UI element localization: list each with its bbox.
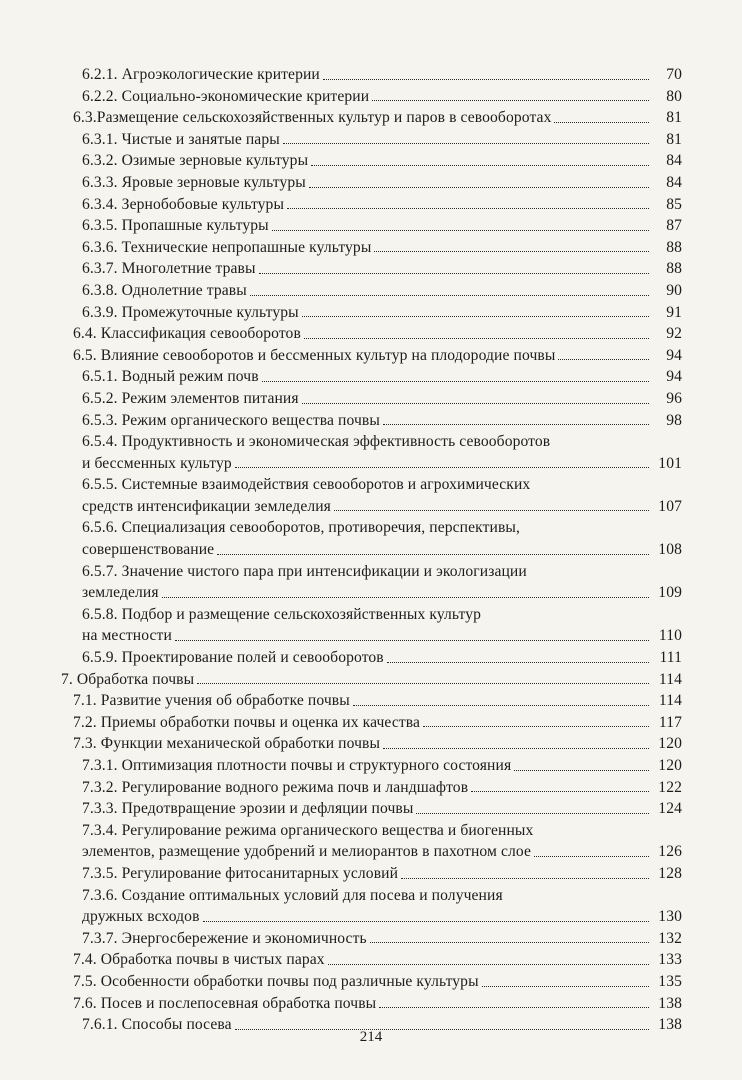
- toc-entry-title: 7.2. Приемы обработки почвы и оценка их качества: [73, 713, 421, 731]
- toc-entry-title-line1: 6.5.5. Системные взаимодействия севооборотов и агрохимических: [82, 476, 531, 494]
- toc-entry-page: 92: [666, 325, 682, 343]
- toc-entry-page: 98: [666, 411, 682, 429]
- toc-entry-title: 7.5. Особенности обработки почвы под различные культуры: [73, 972, 479, 990]
- toc-entry-page: 101: [658, 454, 682, 472]
- toc-entry-title-line1: 7.3.4. Регулирование режима органического вещества и биогенных: [82, 821, 534, 839]
- toc-entry-page: 138: [658, 1016, 682, 1034]
- dot-leader: [379, 1007, 649, 1008]
- toc-entry-title: 6.3.2. Озимые зерновые культуры: [82, 152, 309, 170]
- dot-leader: [287, 208, 649, 209]
- dot-leader: [370, 942, 649, 943]
- toc-entry-page: 117: [658, 713, 682, 731]
- toc-entry: [0, 410, 742, 432]
- table-of-contents: [0, 64, 742, 1036]
- toc-entry-page: 87: [666, 217, 682, 235]
- dot-leader: [311, 165, 649, 166]
- toc-entry: [0, 150, 742, 172]
- toc-entry-title: 6.3.6. Технические непропашные культуры: [82, 238, 372, 256]
- dot-leader: [383, 424, 649, 425]
- dot-leader: [401, 878, 649, 879]
- toc-entry: [0, 388, 742, 410]
- toc-entry: [0, 517, 742, 560]
- toc-entry-title: и бессменных культур: [82, 454, 232, 472]
- toc-entry: [0, 561, 742, 604]
- toc-entry: [0, 302, 742, 324]
- toc-entry: [0, 820, 742, 863]
- toc-entry-title: 6.3.8. Однолетние травы: [82, 281, 247, 299]
- toc-entry-page: 81: [666, 109, 682, 127]
- toc-entry-page: 120: [658, 757, 682, 774]
- toc-entry: [0, 258, 742, 280]
- toc-entry-page: 81: [666, 130, 682, 148]
- dot-leader: [514, 770, 649, 771]
- toc-entry: [0, 323, 742, 345]
- dot-leader: [328, 964, 649, 965]
- dot-leader: [423, 726, 649, 727]
- dot-leader: [534, 856, 649, 857]
- toc-entry-page: 138: [658, 994, 682, 1012]
- toc-entry-title: 6.3.4. Зернобобовые культуры: [82, 195, 285, 213]
- toc-entry: [0, 993, 742, 1015]
- toc-entry-page: 120: [658, 735, 682, 753]
- dot-leader: [162, 597, 649, 598]
- toc-entry: [0, 949, 742, 971]
- toc-entry-title: 6.3.3. Яровые зерновые культуры: [82, 173, 306, 191]
- dot-leader: [175, 640, 649, 641]
- toc-entry-page: 94: [666, 346, 682, 364]
- toc-entry-title: 7.3.3. Предотвращение эрозии и дефляции почвы: [82, 800, 414, 818]
- dot-leader: [302, 403, 649, 404]
- toc-entry-title: 6.5. Влияние севооборотов и бессменных культур на плодородие почвы: [73, 346, 556, 364]
- toc-entry-title-line1: 6.5.8. Подбор и размещение сельскохозяйственных культур: [82, 605, 482, 623]
- toc-entry-page: 91: [666, 303, 682, 321]
- toc-entry-title: 7. Обработка почвы: [61, 670, 195, 688]
- toc-entry-title: 7.6. Посев и послепосевная обработка почвы: [73, 994, 377, 1012]
- toc-entry-title: 6.3.1. Чистые и занятые пары: [82, 130, 280, 148]
- dot-leader: [203, 921, 649, 922]
- toc-entry-page: 94: [666, 368, 682, 386]
- toc-entry-title: дружных всходов: [82, 908, 200, 926]
- toc-entry-title: 7.3.2. Регулирование водного режима почв и ландшафтов: [82, 778, 469, 796]
- toc-entry: [0, 971, 742, 993]
- dot-leader: [558, 359, 649, 360]
- dot-leader: [353, 705, 649, 706]
- toc-entry: [0, 604, 742, 647]
- toc-entry-title: 6.4. Классификация севооборотов: [73, 325, 301, 343]
- toc-entry: [0, 712, 742, 734]
- dot-leader: [334, 510, 649, 511]
- dot-leader: [197, 683, 649, 684]
- toc-entry-title: 7.1. Развитие учения об обработке почвы: [73, 692, 350, 710]
- toc-entry-page: 84: [666, 173, 682, 191]
- toc-entry-title: 7.3. Функции механической обработки почвы: [73, 735, 381, 753]
- toc-entry: [0, 798, 742, 820]
- toc-entry: [0, 928, 742, 950]
- dot-leader: [304, 338, 649, 339]
- toc-entry-title-line1: 6.5.7. Значение чистого пара при интенсификации и экологизации: [82, 562, 527, 580]
- toc-entry-page: 96: [666, 389, 682, 407]
- toc-entry: [0, 345, 742, 367]
- toc-entry-title: 7.3.7. Энергосбережение и экономичность: [82, 929, 367, 947]
- toc-entry-page: 108: [658, 541, 682, 559]
- toc-entry-page: 80: [666, 87, 682, 105]
- toc-entry: [0, 647, 742, 669]
- dot-leader: [372, 100, 649, 101]
- dot-leader: [259, 273, 649, 274]
- dot-leader: [272, 230, 649, 231]
- toc-entry: [0, 474, 742, 517]
- dot-leader: [235, 467, 649, 468]
- dot-leader: [309, 187, 649, 188]
- toc-entry-page: 70: [666, 66, 682, 83]
- toc-entry-title: совершенствование: [82, 541, 215, 559]
- dot-leader: [383, 748, 649, 749]
- toc-entry: [0, 129, 742, 151]
- dot-leader: [262, 381, 649, 382]
- toc-entry-page: 135: [658, 972, 682, 990]
- dot-leader: [323, 79, 649, 80]
- toc-entry-title: 7.6.1. Способы посева: [82, 1016, 232, 1034]
- dot-leader: [302, 316, 649, 317]
- toc-entry-page: 132: [658, 929, 682, 947]
- toc-entry: [0, 237, 742, 259]
- toc-entry-title: 6.2.2. Социально-экономические критерии: [82, 87, 370, 105]
- toc-entry: [0, 755, 742, 777]
- toc-entry: [0, 777, 742, 799]
- toc-entry-title: 6.5.9. Проектирование полей и севооборотов: [82, 649, 384, 667]
- toc-entry-page: 84: [666, 152, 682, 170]
- dot-leader: [471, 791, 649, 792]
- toc-entry-page: 109: [658, 584, 682, 602]
- toc-entry: [0, 690, 742, 712]
- dot-leader: [416, 813, 649, 814]
- toc-entry-page: 107: [658, 497, 682, 515]
- dot-leader: [217, 554, 649, 555]
- dot-leader: [554, 122, 649, 123]
- toc-entry-page: 122: [658, 778, 682, 796]
- toc-entry-page: 111: [659, 649, 682, 667]
- toc-entry-title: 6.3.Размещение сельскохозяйственных культур и паров в севооборотах: [73, 109, 552, 127]
- toc-entry-title: на местности: [82, 627, 172, 645]
- toc-entry-title: земледелия: [82, 584, 159, 602]
- toc-entry-page: 126: [658, 843, 682, 861]
- toc-entry-title: средств интенсификации земледелия: [82, 497, 331, 515]
- toc-entry-page: 114: [658, 692, 682, 710]
- toc-entry: [0, 215, 742, 237]
- dot-leader: [283, 143, 649, 144]
- toc-entry-title: элементов, размещение удобрений и мелиорантов в пахотном слое: [82, 843, 531, 861]
- toc-entry: [0, 107, 742, 129]
- toc-entry-page: 130: [658, 908, 682, 926]
- toc-entry-page: 114: [658, 670, 682, 688]
- toc-entry: [0, 733, 742, 755]
- toc-entry-page: 88: [666, 238, 682, 256]
- toc-entry-title: 7.4. Обработка почвы в чистых парах: [73, 951, 325, 969]
- toc-entry: [0, 172, 742, 194]
- toc-entry-title: 6.2.1. Агроэкологические критерии: [82, 66, 320, 83]
- toc-entry-page: 133: [658, 951, 682, 969]
- toc-entry: [0, 366, 742, 388]
- toc-entry-title: 6.5.3. Режим органического вещества почвы: [82, 411, 380, 429]
- toc-entry-page: 110: [658, 627, 682, 645]
- dot-leader: [250, 295, 649, 296]
- toc-entry-title: 6.3.7. Многолетние травы: [82, 260, 256, 278]
- toc-entry-page: 124: [658, 800, 682, 818]
- page-number: 214: [359, 1029, 383, 1045]
- toc-entry-title: 7.3.5. Регулирование фитосанитарных условий: [82, 864, 399, 882]
- toc-entry-title: 7.3.1. Оптимизация плотности почвы и структурного состояния: [82, 757, 512, 774]
- toc-entry-page: 128: [658, 864, 682, 882]
- toc-entry: [0, 885, 742, 928]
- toc-entry: [0, 64, 742, 86]
- toc-entry-page: 90: [666, 281, 682, 299]
- dot-leader: [374, 251, 649, 252]
- toc-entry-title: 6.3.9. Промежуточные культуры: [82, 303, 299, 321]
- toc-entry-title-line1: 6.5.4. Продуктивность и экономическая эффективность севооборотов: [82, 433, 551, 451]
- toc-entry-page: 88: [666, 260, 682, 278]
- toc-entry-title: 6.3.5. Пропашные культуры: [82, 217, 269, 235]
- toc-entry: [0, 669, 742, 691]
- dot-leader: [482, 986, 649, 987]
- toc-entry-page: 85: [666, 195, 682, 213]
- toc-entry-title: 6.5.2. Режим элементов питания: [82, 389, 299, 407]
- toc-entry-title-line1: 6.5.6. Специализация севооборотов, противоречия, перспективы,: [82, 519, 520, 537]
- toc-entry: [0, 431, 742, 474]
- toc-entry-title-line1: 7.3.6. Создание оптимальных условий для посева и получения: [82, 886, 503, 904]
- toc-entry: [0, 280, 742, 302]
- toc-entry: [0, 86, 742, 108]
- toc-entry-title: 6.5.1. Водный режим почв: [82, 368, 259, 386]
- dot-leader: [387, 662, 649, 663]
- toc-entry: [0, 863, 742, 885]
- toc-entry: [0, 194, 742, 216]
